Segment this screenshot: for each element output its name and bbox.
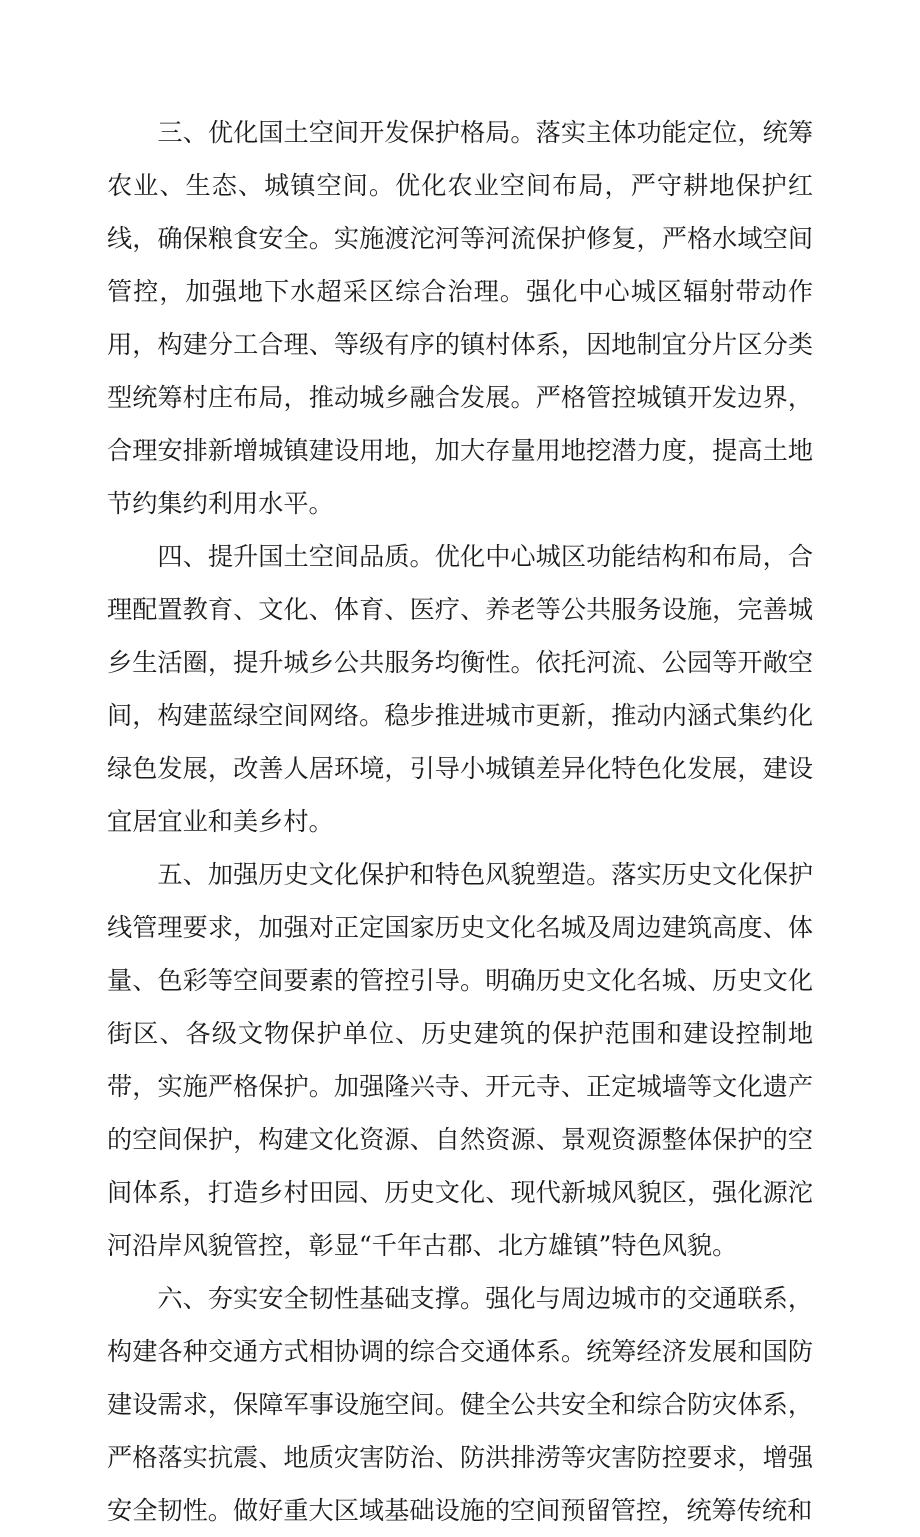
document-body	[107, 106, 813, 1537]
paragraph-6: 六、夯实安全韧性基础支撑。强化与周边城市的交通联系，构建各种交通方式相协调的综合交通体系。统筹经济发展和国防建设需求，保障军事设施空间。健全公共安全和综合防灾体系，严格落实抗震、地质灾害防治、防洪排涝等灾害防控要求，增强安全韧性。做好重大区域基础设施的空间预留管控，统筹传统和	[107, 1284, 813, 1525]
paragraph-5: 五、加强历史文化保护和特色风貌塑造。落实历史文化保护线管理要求，加强对正定国家历史文化名城及周边建筑高度、体量、色彩等空间要素的管控引导。明确历史文化名城、历史文化街区、各级文物保护单位、历史建筑的保护范围和建设控制地带，实施严格保护。加强隆兴寺、开元寺、正定城墙等文化遗产的空间保护，构建文化资源、自然资源、景观资源整体保护的空间体系，打造乡村田园、历史文化、现代新城风貌区，强化源沱河沿岸风貌管控，彰显“千年古郡、北方雄镇”特色风貌。	[107, 860, 813, 1260]
paragraph-3: 三、优化国土空间开发保护格局。落实主体功能定位，统筹农业、生态、城镇空间。优化农业空间布局，严守耕地保护红线，确保粮食安全。实施渡沱河等河流保护修复，严格水域空间管控，加强地下水超采区综合治理。强化中心城区辐射带动作用，构建分工合理、等级有序的镇村体系，因地制宜分片区分类型统筹村庄布局，推动城乡融合发展。严格管控城镇开发边界，合理安排新增城镇建设用地，加大存量用地挖潜力度，提高土地节约集约利用水平。	[107, 118, 813, 518]
paragraph-4: 四、提升国土空间品质。优化中心城区功能结构和布局，合理配置教育、文化、体育、医疗、养老等公共服务设施，完善城乡生活圈，提升城乡公共服务均衡性。依托河流、公园等开敞空间，构建蓝绿空间网络。稳步推进城市更新，推动内涵式集约化绿色发展，改善人居环境，引导小城镇差异化特色化发展，建设宜居宜业和美乡村。	[107, 542, 813, 836]
